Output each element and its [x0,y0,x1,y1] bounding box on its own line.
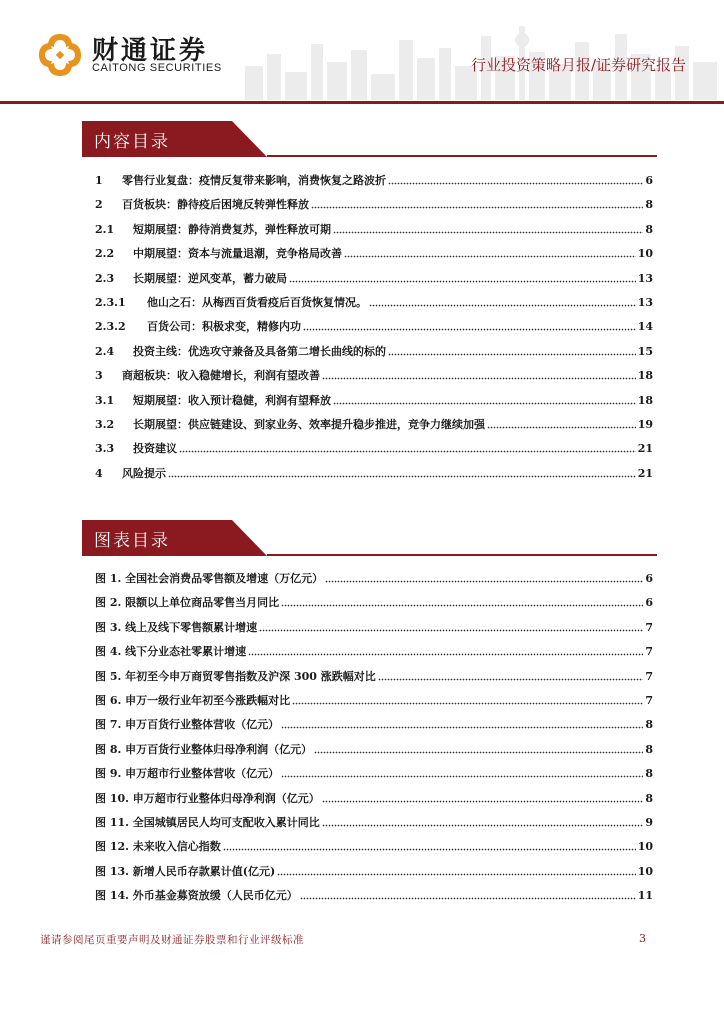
figure-entry-title: 图 9. 申万超市行业整体营收（亿元） [95,767,280,781]
figure-entry-page: 8 [645,791,653,805]
toc-entry-number: 2 [95,198,103,212]
figure-entry-title: 图 3. 线上及线下零售额累计增速 [95,620,258,634]
toc-entry-number: 2.1 [95,222,115,236]
figure-dot-leader [322,824,644,827]
toc-entry-page: 10 [637,247,653,261]
toc-entry[interactable] [95,436,653,456]
contents-title: 内容目录 [94,132,170,152]
toc-entry-page: 13 [637,296,653,309]
figure-entry-title: 图 5. 年初至今申万商贸零售指数及沪深 300 涨跌幅对比 [95,669,376,683]
toc-entry[interactable] [95,168,653,188]
figure-entry-page: 8 [645,767,653,781]
toc-entry-number: 2.3.1 [95,296,126,309]
toc-dot-leader [289,280,636,283]
figure-entry-page: 10 [637,864,653,878]
toc-entry-title: 风险提示 [122,466,166,480]
toc-entry-title: 长期展望：供应链建设、到家业务、效率提升稳步推进，竞争力继续加强 [133,418,485,431]
figure-entry[interactable] [95,688,653,708]
toc-entry-title: 百货板块：静待疫后困境反转弹性释放 [122,198,309,212]
toc-entry-page: 8 [645,198,653,212]
toc-entry-title: 零售行业复盘：疫情反复带来影响，消费恢复之路波折 [122,174,386,187]
figure-dot-leader [223,848,636,851]
figure-entry-page: 11 [637,889,653,903]
figure-entry-page: 9 [645,816,653,829]
figure-entry[interactable] [95,761,653,781]
toc-entry-title: 百货公司：积极求变，精修内功 [147,320,301,334]
figure-dot-leader [314,751,643,754]
toc-dot-leader [303,328,636,331]
figure-entry-title: 图 6. 申万一级行业年初至今涨跌幅对比 [95,694,291,707]
logo-english-name: CAITONG SECURITIES [92,62,222,74]
figure-entry-page: 7 [645,645,653,659]
figure-entry[interactable] [95,834,653,854]
figure-entry-page: 6 [645,572,653,585]
toc-entry-title: 长期展望：逆风变革，蓄力破局 [133,271,287,285]
toc-entry-page: 13 [637,271,653,285]
figure-dot-leader [281,604,643,607]
toc-entry[interactable] [95,388,653,408]
toc-dot-leader [179,450,636,453]
figure-entry-page: 6 [645,596,653,610]
figure-dot-leader [322,800,644,803]
figure-entry[interactable] [95,712,653,732]
figure-dot-leader [248,653,643,656]
figure-dot-leader [259,629,643,632]
figure-entry-title: 图 1. 全国社会消费品零售额及增速（万亿元） [95,572,324,585]
toc-entry-number: 2.3 [95,271,115,285]
figure-entry-page: 7 [645,620,653,634]
page-header [0,0,724,104]
figure-entry-title: 图 11. 全国城镇居民人均可支配收入累计同比 [95,816,320,829]
figure-entry[interactable] [95,615,653,635]
toc-dot-leader [344,255,636,258]
figure-dot-leader [281,775,643,778]
contents-rule [267,155,657,157]
toc-entry-title: 投资建议 [133,442,177,456]
toc-entry[interactable] [95,314,653,334]
toc-entry-page: 6 [645,174,653,187]
toc-dot-leader [388,353,636,356]
toc-entry-page: 18 [637,393,653,407]
toc-entry-title: 投资主线：优选攻守兼备及具备第二增长曲线的标的 [133,344,386,358]
toc-entry-number: 3 [95,369,103,383]
figure-entry[interactable] [95,859,653,879]
toc-entry-number: 4 [95,466,103,480]
figure-entry[interactable] [95,737,653,757]
toc-dot-leader [487,426,636,429]
toc-entry-number: 3.2 [95,418,115,431]
figure-entry-title: 图 7. 申万百货行业整体营收（亿元） [95,718,280,732]
toc-entry-page: 19 [637,418,653,431]
figure-entry-page: 7 [645,669,653,683]
toc-entry-page: 21 [637,442,653,456]
toc-dot-leader [322,377,636,380]
figures-title: 图表目录 [94,531,170,551]
toc-entry-number: 1 [95,174,103,187]
figure-entry-title: 图 13. 新增人民币存款累计值(亿元) [95,864,276,878]
figure-dot-leader [292,702,643,705]
toc-entry-number: 3.1 [95,393,115,407]
toc-entry[interactable] [95,217,653,237]
figures-rule [267,554,657,556]
figure-entry-title: 图 4. 线下分业态社零累计增速 [95,645,247,659]
figure-entry-title: 图 10. 申万超市行业整体归母净利润（亿元） [95,791,320,805]
toc-dot-leader [333,402,636,405]
toc-entry-title: 他山之石：从梅西百货看疫后百货恢复情况。 [147,296,367,309]
figure-entry[interactable] [95,639,653,659]
toc-entry-number: 2.3.2 [95,320,126,334]
figures-section-header [82,520,657,556]
logo-chinese-name: 财通证券 [92,36,209,66]
figure-entry-title: 图 2. 限额以上单位商品零售当月同比 [95,596,280,610]
toc-dot-leader [168,475,636,478]
contents-section-header [82,121,657,157]
figure-entry[interactable] [95,883,653,903]
toc-entry[interactable] [95,290,653,310]
figure-entry[interactable] [95,664,653,684]
toc-entry-title: 短期展望：静待消费复苏，弹性释放可期 [133,222,331,236]
figure-dot-leader [281,726,643,729]
footer-disclaimer: 谨请参阅尾页重要声明及财通证券股票和行业评级标准 [40,934,304,946]
toc-entry-title: 中期展望：资本与流量退潮，竞争格局改善 [133,247,342,261]
toc-entry-page: 15 [637,344,653,358]
toc-entry[interactable] [95,266,653,286]
figure-entry[interactable] [95,786,653,806]
figure-entry[interactable] [95,810,653,830]
figure-entry-page: 8 [645,742,653,756]
figure-dot-leader [378,678,644,681]
figure-entry-title: 图 8. 申万百货行业整体归母净利润（亿元） [95,742,313,756]
toc-entry-page: 21 [637,466,653,480]
toc-entry-number: 2.4 [95,344,115,358]
figure-entry-page: 8 [645,718,653,732]
figure-entry-page: 7 [645,694,653,707]
figure-entry-page: 10 [637,840,653,854]
figure-entry[interactable] [95,590,653,610]
figure-dot-leader [325,580,643,583]
toc-entry-number: 3.3 [95,442,115,456]
figure-dot-leader [277,873,635,876]
toc-entry[interactable] [95,363,653,383]
toc-entry-page: 8 [645,222,653,236]
toc-dot-leader [369,304,636,307]
toc-entry-page: 18 [637,369,653,383]
footer-page-number: 3 [639,932,646,945]
figure-entry-title: 图 12. 未来收入信心指数 [95,840,221,854]
figure-entry[interactable] [95,566,653,586]
figure-dot-leader [300,897,636,900]
toc-entry[interactable] [95,412,653,432]
toc-dot-leader [311,206,643,209]
toc-dot-leader [388,182,643,185]
toc-entry-page: 14 [637,320,653,334]
toc-dot-leader [333,231,643,234]
toc-entry-title: 商超板块：收入稳健增长，利润有望改善 [122,369,320,383]
caitong-logo-icon [38,33,82,77]
toc-entry[interactable] [95,241,653,261]
toc-entry[interactable] [95,339,653,359]
report-type-label: 行业投资策略月报/证券研究报告 [470,56,686,74]
header-divider [0,101,724,104]
figure-entry-title: 图 14. 外币基金募资放缓（人民币亿元） [95,889,298,903]
toc-entry-number: 2.2 [95,247,115,261]
toc-entry-title: 短期展望：收入预计稳健，利润有望释放 [133,393,331,407]
toc-entry[interactable] [95,461,653,481]
toc-entry[interactable] [95,192,653,212]
